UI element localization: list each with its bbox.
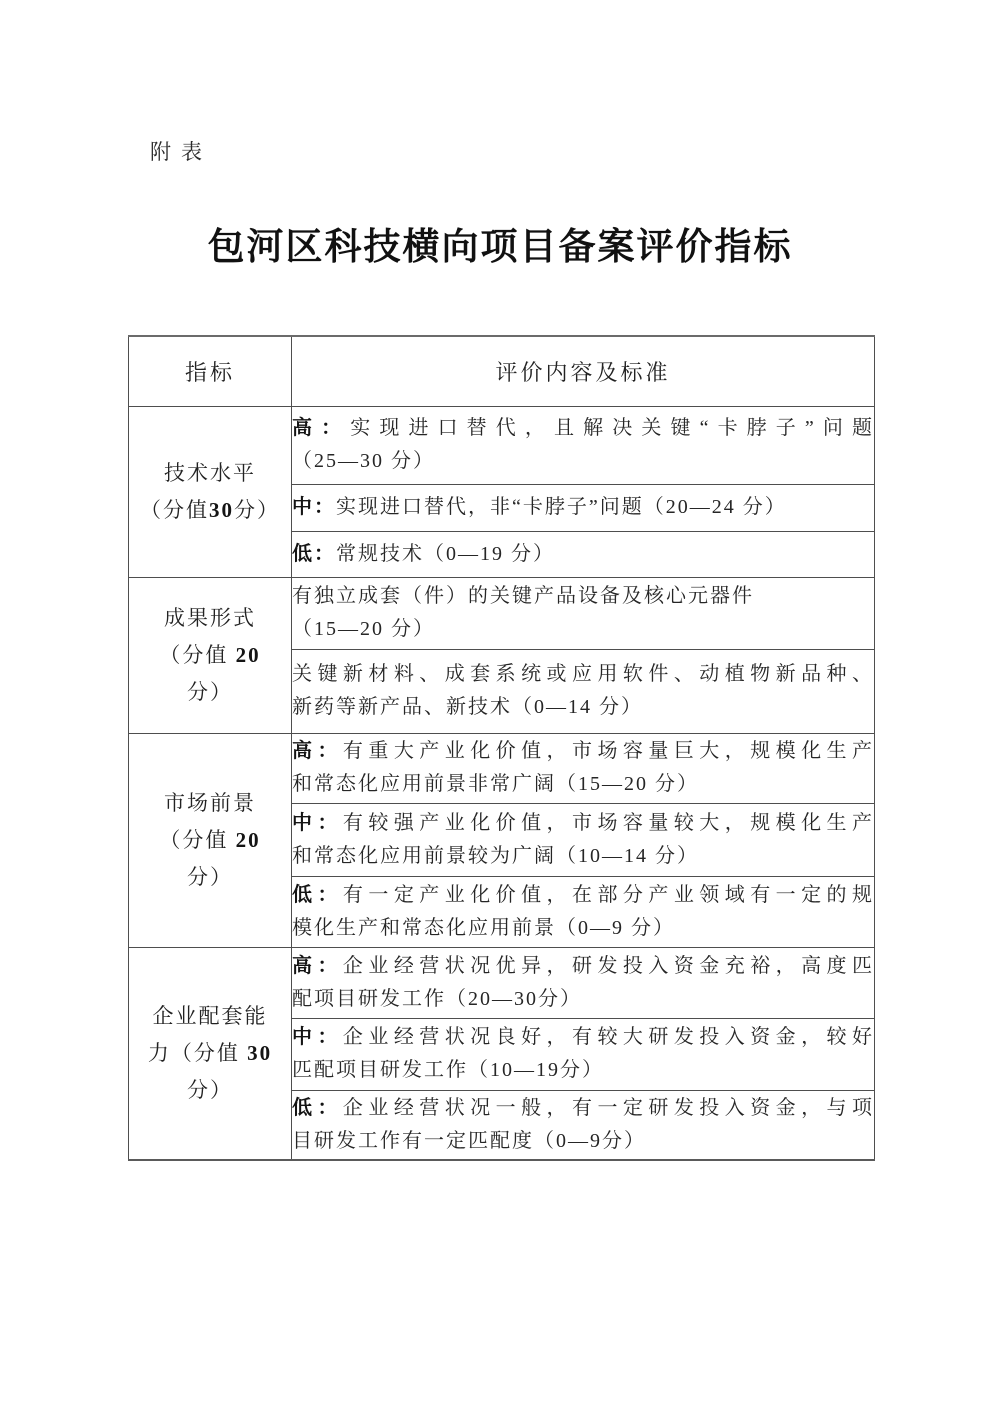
document-title: 包河区科技横向项目备案评价指标 bbox=[207, 226, 793, 267]
criteria-line: （15—20 分） bbox=[292, 618, 435, 640]
criteria-cell-low bbox=[292, 876, 875, 947]
score-value: 30 bbox=[209, 497, 234, 522]
criteria-line bbox=[292, 412, 874, 445]
table-row bbox=[129, 947, 875, 1018]
criteria-text: 有较强产业化价值，市场容量较大，规模化生产 bbox=[342, 811, 875, 834]
indicator-line: 企业配套能 bbox=[152, 1003, 268, 1028]
indicator-line bbox=[129, 637, 291, 674]
indicator-cell-result-form bbox=[129, 577, 292, 733]
criteria-line: 有独立成套（件）的关键产品设备及核心元器件 bbox=[292, 585, 754, 607]
criteria-cell-medium bbox=[292, 1018, 875, 1090]
indicator-line: 市场前景 bbox=[164, 790, 256, 815]
grade-label: 中： bbox=[292, 811, 343, 834]
criteria-cell bbox=[292, 577, 875, 649]
table-header-row bbox=[129, 336, 875, 406]
criteria-cell-high bbox=[292, 406, 875, 484]
criteria-line: 模化生产和常态化应用前景（0—9 分） bbox=[292, 916, 675, 939]
criteria-line: 和常态化应用前景较为广阔（10—14 分） bbox=[292, 844, 699, 867]
grade-label: 低： bbox=[292, 883, 343, 906]
criteria-cell-low bbox=[292, 531, 875, 577]
table-row bbox=[129, 577, 875, 649]
criteria-cell-high bbox=[292, 947, 875, 1018]
criteria-line bbox=[292, 735, 874, 768]
criteria-line bbox=[292, 491, 874, 524]
indicator-cell-enterprise-support bbox=[129, 947, 292, 1160]
criteria-line bbox=[292, 807, 874, 840]
criteria-line: 匹配项目研发工作（10—19分） bbox=[292, 1059, 604, 1081]
indicator-text-pre: （分值 bbox=[159, 827, 236, 852]
criteria-text: 有一定产业化价值，在部分产业领域有一定的规 bbox=[342, 883, 875, 906]
indicator-line bbox=[129, 822, 291, 859]
grade-label: 高： bbox=[292, 954, 343, 977]
criteria-line bbox=[292, 950, 874, 983]
score-value: 20 bbox=[235, 827, 261, 852]
grade-label: 低： bbox=[292, 542, 336, 565]
indicator-line: 技术水平 bbox=[164, 460, 256, 485]
criteria-text: 实现进口替代，且解决关键“卡脖子”问题 bbox=[350, 417, 874, 439]
indicator-cell-technical-level bbox=[129, 406, 292, 577]
header-cell-content: 评价内容及标准 bbox=[292, 336, 875, 406]
score-value: 20 bbox=[235, 642, 261, 667]
indicator-line: 分） bbox=[187, 679, 233, 704]
criteria-line: （25—30 分） bbox=[292, 450, 435, 472]
grade-label: 高： bbox=[292, 740, 343, 762]
criteria-cell-medium bbox=[292, 803, 875, 876]
score-value: 30 bbox=[247, 1040, 273, 1065]
table-row bbox=[129, 733, 875, 803]
criteria-text: 企业经营状况优异，研发投入资金充裕，高度匹 bbox=[342, 954, 875, 977]
criteria-line bbox=[292, 1021, 874, 1054]
table-row bbox=[129, 406, 875, 484]
criteria-cell-low bbox=[292, 1090, 875, 1160]
grade-label: 中： bbox=[292, 496, 336, 518]
grade-label: 高： bbox=[292, 417, 351, 439]
criteria-line bbox=[292, 879, 874, 912]
criteria-line bbox=[292, 1092, 874, 1125]
indicator-line: 分） bbox=[187, 1077, 233, 1102]
indicator-line: 成果形式 bbox=[164, 605, 256, 630]
indicator-text-pre: （分值 bbox=[140, 497, 209, 522]
criteria-line: 目研发工作有一定匹配度（0—9分） bbox=[292, 1129, 646, 1152]
grade-label: 低： bbox=[292, 1096, 343, 1119]
indicator-line: 分） bbox=[187, 864, 233, 889]
header-cell-indicator: 指标 bbox=[129, 336, 292, 406]
criteria-text: 常规技术（0—19 分） bbox=[336, 542, 555, 565]
grade-label: 中： bbox=[292, 1026, 343, 1048]
criteria-line: 和常态化应用前景非常广阔（15—20 分） bbox=[292, 773, 699, 795]
criteria-text: 企业经营状况良好，有较大研发投入资金，较好 bbox=[342, 1026, 875, 1048]
criteria-line bbox=[292, 538, 874, 571]
indicator-line bbox=[129, 1035, 291, 1072]
criteria-text: 有重大产业化价值，市场容量巨大，规模化生产 bbox=[342, 740, 875, 762]
indicator-cell-market-prospect bbox=[129, 733, 292, 947]
evaluation-table bbox=[128, 335, 875, 1161]
criteria-cell bbox=[292, 649, 875, 733]
indicator-line bbox=[129, 492, 291, 529]
criteria-line: 新药等新产品、新技术（0—14 分） bbox=[292, 696, 643, 718]
criteria-text: 企业经营状况一般，有一定研发投入资金，与项 bbox=[342, 1096, 875, 1119]
criteria-line: 关键新材料、成套系统或应用软件、动植物新品种、 bbox=[292, 663, 874, 685]
attachment-label: 附表 bbox=[150, 140, 212, 164]
indicator-text-post: 分） bbox=[234, 497, 280, 522]
criteria-cell-high bbox=[292, 733, 875, 803]
indicator-text-pre: （分值 bbox=[159, 642, 236, 667]
criteria-text: 实现进口替代，非“卡脖子”问题（20—24 分） bbox=[336, 496, 787, 518]
indicator-text-pre: 力（分值 bbox=[147, 1040, 248, 1065]
criteria-line: 配项目研发工作（20—30分） bbox=[292, 987, 582, 1010]
criteria-cell-medium bbox=[292, 484, 875, 531]
